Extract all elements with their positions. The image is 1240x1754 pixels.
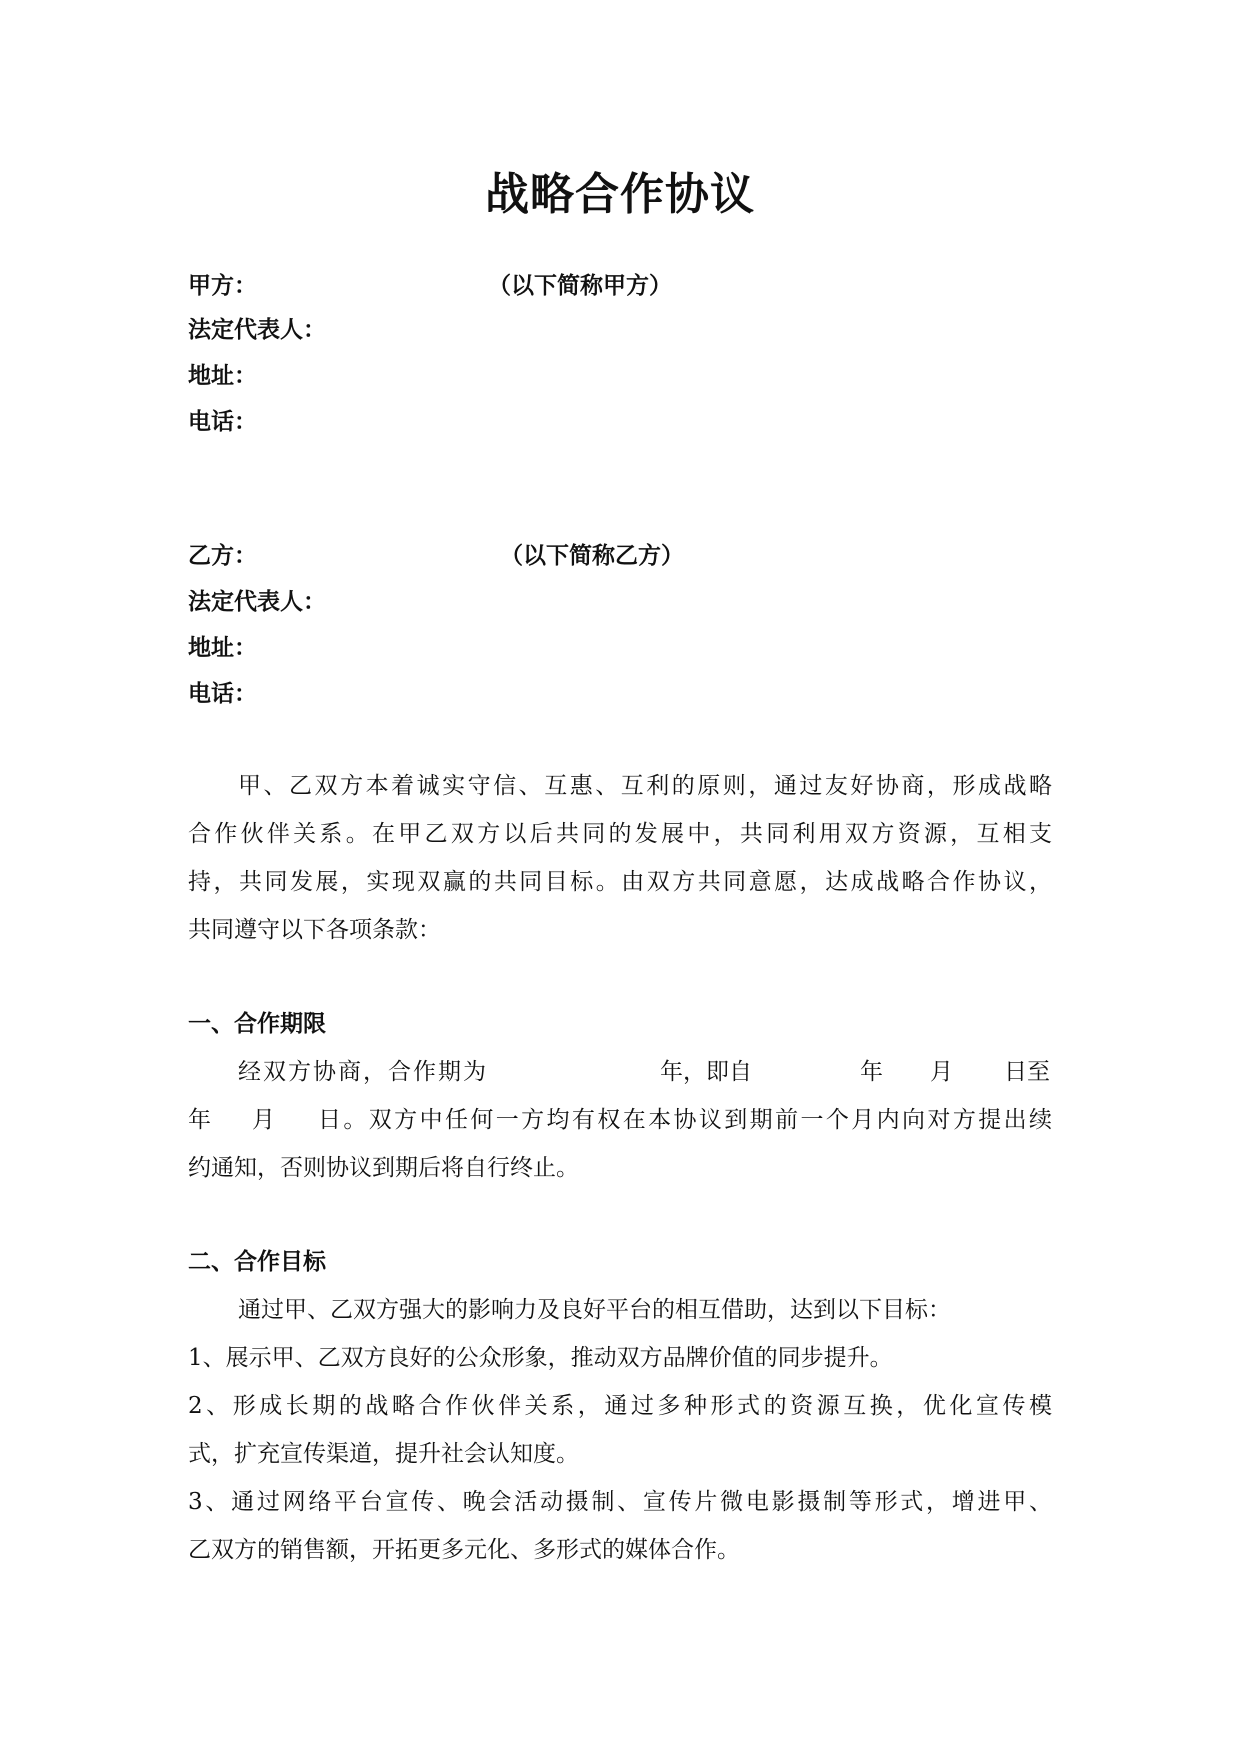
- party-b-legal-rep-label: 法定代表人：: [188, 589, 326, 615]
- section-2-line-4: 式，扩充宣传渠道，提升社会认知度。: [188, 1441, 579, 1467]
- term-end-text: 日。双方中任何一方均有权在本协议到期前一个月内向对方提出续: [318, 1107, 1052, 1133]
- party-b-label: 乙方：: [188, 543, 257, 569]
- party-a-label: 甲方：: [188, 273, 257, 299]
- party-a-abbreviation: （以下简称甲方）: [488, 273, 672, 299]
- section-1-heading: 一、合作期限: [188, 1011, 326, 1037]
- party-a-phone-label: 电话：: [188, 409, 257, 435]
- document-title: 战略合作协议: [485, 169, 755, 220]
- term-end-year: 年: [188, 1107, 211, 1133]
- section-2-line-1: 通过甲、乙双方强大的影响力及良好平台的相互借助，达到以下目标：: [238, 1297, 951, 1323]
- term-text-c: 年: [860, 1059, 883, 1085]
- term-end-month: 月: [252, 1107, 275, 1133]
- section-1-line-3: 约通知，否则协议到期后将自行终止。: [188, 1155, 579, 1181]
- term-text-e: 日至: [1004, 1059, 1050, 1085]
- intro-line-3: 持，共同发展，实现双赢的共同目标。由双方共同意愿，达成战略合作协议，: [188, 869, 1052, 895]
- section-2-line-5: 3、通过网络平台宣传、晚会活动摄制、宣传片微电影摄制等形式，增进甲、: [188, 1489, 1052, 1515]
- party-b-abbreviation: （以下简称乙方）: [500, 543, 684, 569]
- intro-line-1: 甲、乙双方本着诚实守信、互惠、互利的原则，通过友好协商，形成战略: [238, 773, 1052, 799]
- section-2-heading: 二、合作目标: [188, 1249, 326, 1275]
- term-text-d: 月: [930, 1059, 953, 1085]
- party-b-phone-label: 电话：: [188, 681, 257, 707]
- intro-line-4: 共同遵守以下各项条款：: [188, 917, 441, 943]
- section-2-line-2: 1、展示甲、乙双方良好的公众形象，推动双方品牌价值的同步提升。: [188, 1345, 893, 1371]
- party-a-address-label: 地址：: [188, 363, 257, 389]
- section-2-line-3: 2、形成长期的战略合作伙伴关系，通过多种形式的资源互换，优化宣传模: [188, 1393, 1052, 1419]
- intro-line-2: 合作伙伴关系。在甲乙双方以后共同的发展中，共同利用双方资源，互相支: [188, 821, 1052, 847]
- term-text-b: 年，即自: [660, 1059, 752, 1085]
- party-b-address-label: 地址：: [188, 635, 257, 661]
- term-text-a: 经双方协商，合作期为: [238, 1059, 488, 1085]
- party-a-legal-rep-label: 法定代表人：: [188, 317, 326, 343]
- section-2-line-6: 乙双方的销售额，开拓更多元化、多形式的媒体合作。: [188, 1537, 740, 1563]
